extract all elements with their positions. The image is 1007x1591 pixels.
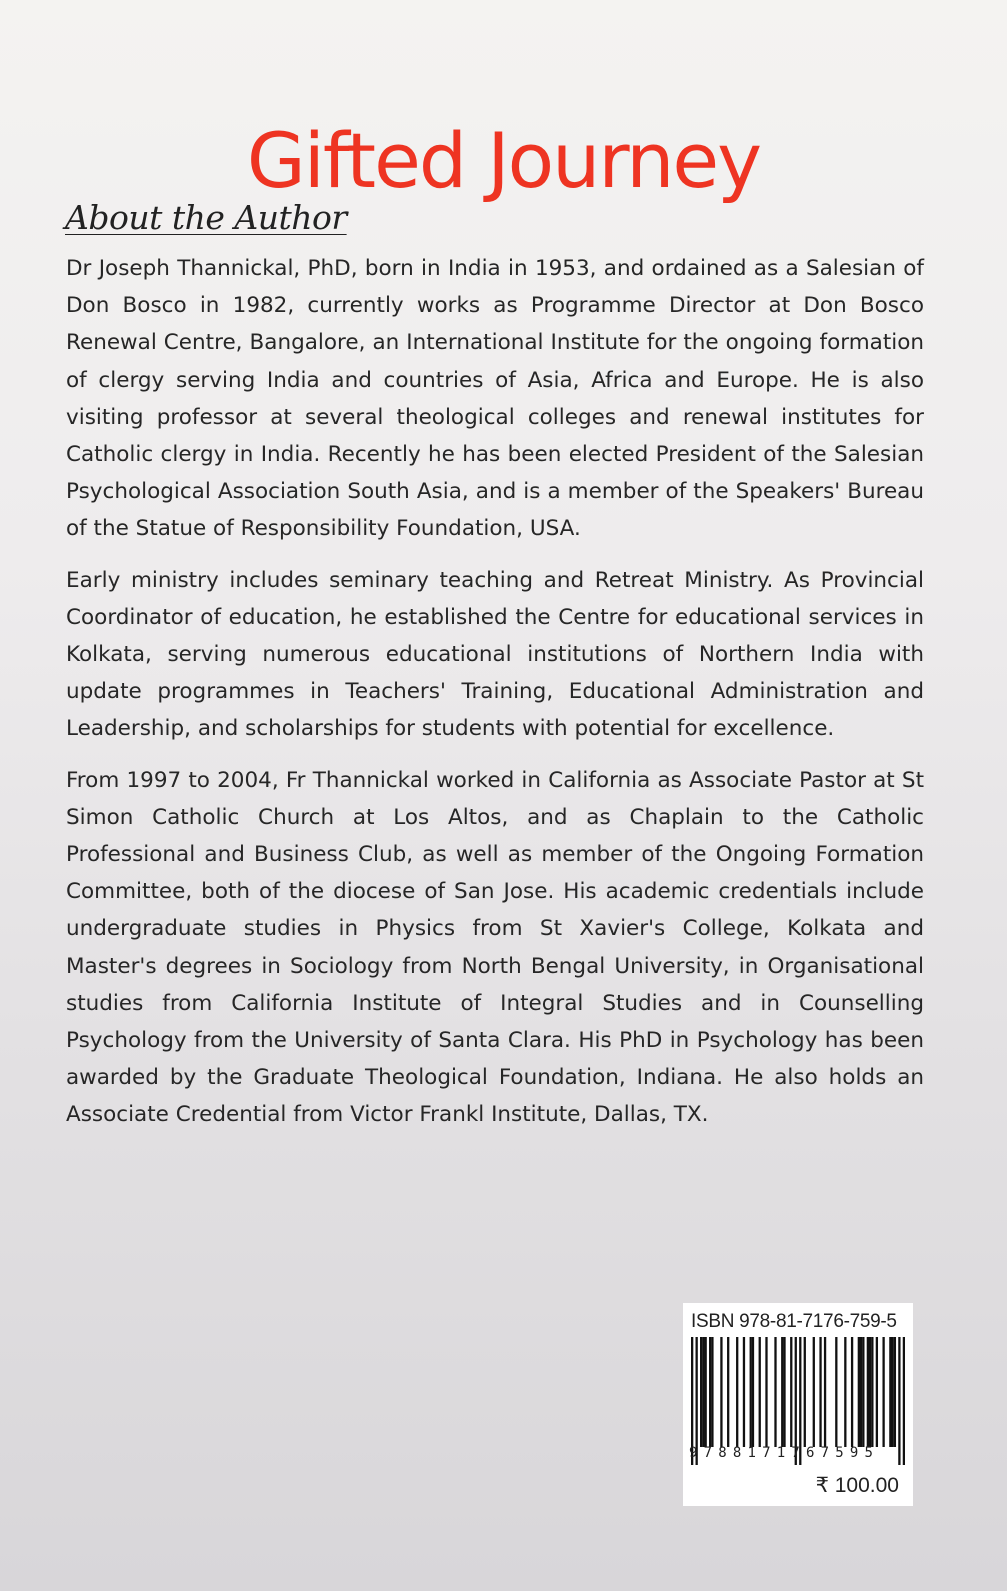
author-bio <box>66 250 924 1148</box>
barcode-bar <box>858 1337 860 1447</box>
barcode-bar <box>750 1337 752 1447</box>
barcode-bar <box>891 1337 893 1447</box>
barcode-bar <box>867 1337 869 1447</box>
barcode-bar <box>889 1337 891 1447</box>
barcode-bar <box>876 1337 878 1447</box>
barcode-bar <box>727 1337 729 1447</box>
barcode-bar <box>813 1337 815 1447</box>
barcode-bar <box>871 1337 873 1447</box>
barcode-bar <box>752 1337 754 1447</box>
barcode-bar <box>862 1337 864 1447</box>
barcode-bar <box>835 1337 837 1447</box>
bio-paragraph-2: Early ministry includes seminary teaching and Retreat Ministry. As Provincial Coordinator of education, he established the Centre for educational services in Kolkata, serving numerous educational institutions of Northern India with update programmes in Teachers' Training, Educational Administration and Leadership, and scholarships for students with potential for excellence. <box>66 567 924 742</box>
barcode-bar <box>709 1337 711 1447</box>
about-author-heading: About the Author <box>65 198 347 237</box>
barcode-digits: 9788171767595 <box>689 1445 880 1461</box>
barcode-bar <box>851 1337 853 1447</box>
barcode-bar <box>783 1337 785 1447</box>
barcode-bar <box>804 1337 806 1447</box>
barcode-bar <box>711 1337 713 1447</box>
barcode-bar <box>781 1337 783 1447</box>
barcode-bar <box>736 1337 738 1447</box>
barcode-bar <box>790 1337 792 1447</box>
bio-paragraph-1: Dr Joseph Thannickal, PhD, born in India in 1953, and ordained as a Salesian of Don Bosco in 1982, currently works as Programme Director at Don Bosco Renewal Centre, Bangalore, an International Institute for the ongoing formation of clergy serving India and countries of Asia, Africa and Europe. He is also visiting professor at several theological colleges and renewal institutes for Catholic clergy in India. Recently he has been elected President of the Salesian Psychological Association South Asia, and is a member of the Speakers' Bureau of the Statue of Responsibility Foundation, USA. <box>66 256 924 542</box>
barcode-bar <box>894 1337 896 1447</box>
barcode-bar <box>860 1337 862 1447</box>
barcode-bar <box>700 1337 702 1447</box>
barcode-bar <box>869 1337 871 1447</box>
barcode-bar <box>774 1337 776 1447</box>
barcode-bar <box>702 1337 704 1447</box>
barcode-bar <box>720 1337 722 1447</box>
barcode-bar <box>765 1337 767 1447</box>
barcode-bar <box>743 1337 745 1447</box>
barcode-label <box>683 1303 913 1506</box>
barcode-bar <box>759 1337 761 1447</box>
barcode-bar <box>844 1337 846 1447</box>
barcode-bar <box>819 1337 821 1447</box>
barcode-bar <box>705 1337 707 1447</box>
barcode-bar <box>824 1337 826 1447</box>
price-tag: ₹ 100.00 <box>815 1474 899 1497</box>
isbn-text: ISBN 978-81-7176-759-5 <box>691 1311 897 1332</box>
bio-paragraph-3: From 1997 to 2004, Fr Thannickal worked in California as Associate Pastor at St Simon Catholic Church at Los Altos, and as Chaplain to the Catholic Professional and Business Club, as well as member of the Ongoing Formation Committee, both of the diocese of San Jose. His academic credentials include undergraduate studies in Physics from St Xavier's College, Kolkata and Master's degrees in Sociology from North Bengal University, in Organisational studies from California Institute of Integral Studies and in Counselling Psychology from the University of Santa Clara. His PhD in Psychology has been awarded by the Graduate Theological Foundation, Indiana. He also holds an Associate Credential from Victor Frankl Institute, Dallas, TX. <box>66 767 924 1128</box>
barcode-bar <box>882 1337 884 1447</box>
book-title: Gifted Journey <box>246 115 761 205</box>
